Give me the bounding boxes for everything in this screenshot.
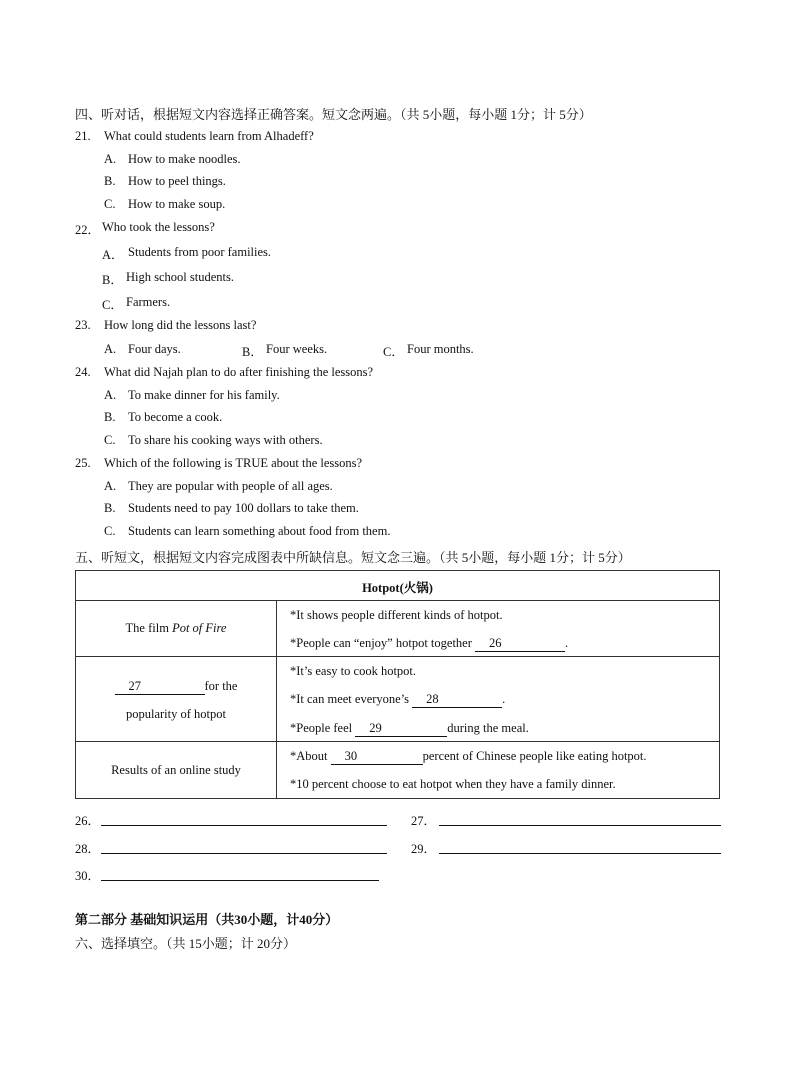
part2-heading: 第二部分 基础知识运用（共30小题，计40分） <box>75 912 339 927</box>
answer-line-27[interactable] <box>439 825 721 826</box>
fact-text-post: . <box>565 636 569 650</box>
answer-line-30[interactable] <box>101 880 379 881</box>
option-letter: B. <box>104 174 116 188</box>
option-text: They are popular with people of all ages. <box>128 479 333 493</box>
option-letter: A. <box>104 388 117 402</box>
question-24-text: What did Najah plan to do after finishing the lessons? <box>104 365 374 379</box>
option-text: How to peel things. <box>128 174 226 188</box>
fact-text: *People can “enjoy” hotpot together <box>290 636 476 650</box>
table-row-divider <box>76 600 719 601</box>
section4-heading: 四、听对话，根据短文内容选择正确答案。短文念两遍。（共 5小题，每小题 1分；计 5分） <box>75 107 592 122</box>
option-letter: C． <box>102 298 123 312</box>
answer-label-27: 27． <box>411 814 437 828</box>
option-text: How to make soup. <box>128 197 226 211</box>
table-row-3-fact-2 <box>290 777 616 792</box>
section5-heading: 五、听短文，根据短文内容完成图表中所缺信息。短文念三遍。（共 5小题，每小题 1分；计 5分） <box>75 550 631 565</box>
answer-line-26[interactable] <box>101 825 387 826</box>
table-row-3-fact-1 <box>290 749 647 765</box>
fact-text-post: percent of Chinese people like eating hotpot. <box>422 749 647 763</box>
table-row-2-label-line1 <box>76 679 276 695</box>
fact-text: *People feel <box>290 721 356 735</box>
answer-label-28: 28． <box>75 842 101 856</box>
table-row-2-fact-3 <box>290 721 529 737</box>
fact-text: *It shows people different kinds of hotpot. <box>290 608 503 622</box>
question-25-text: Which of the following is TRUE about the lessons? <box>104 456 363 470</box>
table-row-2-label-line2: popularity of hotpot <box>126 707 226 721</box>
table-row-3-label: Results of an online study <box>111 763 241 777</box>
option-letter: B. <box>104 501 116 515</box>
question-25-number: 25. <box>75 456 91 470</box>
question-23-text: How long did the lessons last? <box>104 318 257 332</box>
hotpot-table <box>75 570 720 799</box>
question-24-number: 24. <box>75 365 91 379</box>
option-text: To become a cook. <box>128 410 223 424</box>
answer-label-29: 29． <box>411 842 437 856</box>
option-letter: B． <box>242 345 263 359</box>
table-row-2-fact-2 <box>290 692 505 708</box>
question-22-text: Who took the lessons? <box>102 220 215 234</box>
table-row-divider <box>76 741 719 742</box>
answer-label-30: 30． <box>75 869 101 883</box>
fact-text: *10 percent choose to eat hotpot when they have a family dinner. <box>290 777 616 791</box>
option-text: Four weeks. <box>266 342 328 356</box>
option-text: Four days. <box>128 342 181 356</box>
table-column-divider <box>276 601 277 798</box>
table-row-1-fact-1 <box>290 608 503 623</box>
option-text: Students need to pay 100 dollars to take them. <box>128 501 359 515</box>
fact-text: *It can meet everyone’s <box>290 692 413 706</box>
fact-text-post: . <box>502 692 506 706</box>
option-text: Farmers. <box>126 295 171 309</box>
blank-29: 29 <box>355 721 447 737</box>
fact-text-post: during the meal. <box>447 721 529 735</box>
question-22-number: 22． <box>75 223 101 237</box>
table-title: Hotpot(火锅) <box>362 581 433 595</box>
film-label: The film <box>125 621 173 635</box>
option-letter: C. <box>104 524 116 538</box>
option-text: How to make noodles. <box>128 152 241 166</box>
option-text: To make dinner for his family. <box>128 388 280 402</box>
label-text: for the <box>204 679 238 693</box>
option-letter: C. <box>104 433 116 447</box>
fact-text: *About <box>290 749 331 763</box>
table-row-1-fact-2 <box>290 636 568 652</box>
option-letter: A． <box>102 248 124 262</box>
question-23-number: 23. <box>75 318 91 332</box>
question-21-number: 21. <box>75 129 91 143</box>
option-letter: B． <box>102 273 123 287</box>
table-row-divider <box>76 656 719 657</box>
option-letter: A. <box>104 152 117 166</box>
option-text: Students from poor families. <box>128 245 272 259</box>
table-row-1-label <box>76 621 276 636</box>
blank-27: 27 <box>115 679 205 695</box>
blank-30: 30 <box>331 749 423 765</box>
question-21-text: What could students learn from Alhadeff? <box>104 129 314 143</box>
option-letter: B. <box>104 410 116 424</box>
answer-label-26: 26． <box>75 814 101 828</box>
option-letter: C. <box>104 197 116 211</box>
option-text: To share his cooking ways with others. <box>128 433 323 447</box>
table-row-2-fact-1 <box>290 664 416 679</box>
fact-text: *It’s easy to cook hotpot. <box>290 664 417 678</box>
section6-heading: 六、选择填空。（共 15小题；计 20分） <box>75 936 297 951</box>
option-text: Students can learn something about food from them. <box>128 524 391 538</box>
option-letter: A. <box>104 479 117 493</box>
film-title: Pot of Fire <box>172 621 227 635</box>
answer-line-28[interactable] <box>101 853 387 854</box>
option-text: High school students. <box>126 270 234 284</box>
option-letter: A. <box>104 342 117 356</box>
blank-26: 26 <box>475 636 565 652</box>
blank-28: 28 <box>412 692 502 708</box>
option-text: Four months. <box>407 342 474 356</box>
answer-line-29[interactable] <box>439 853 721 854</box>
option-letter: C． <box>383 345 404 359</box>
